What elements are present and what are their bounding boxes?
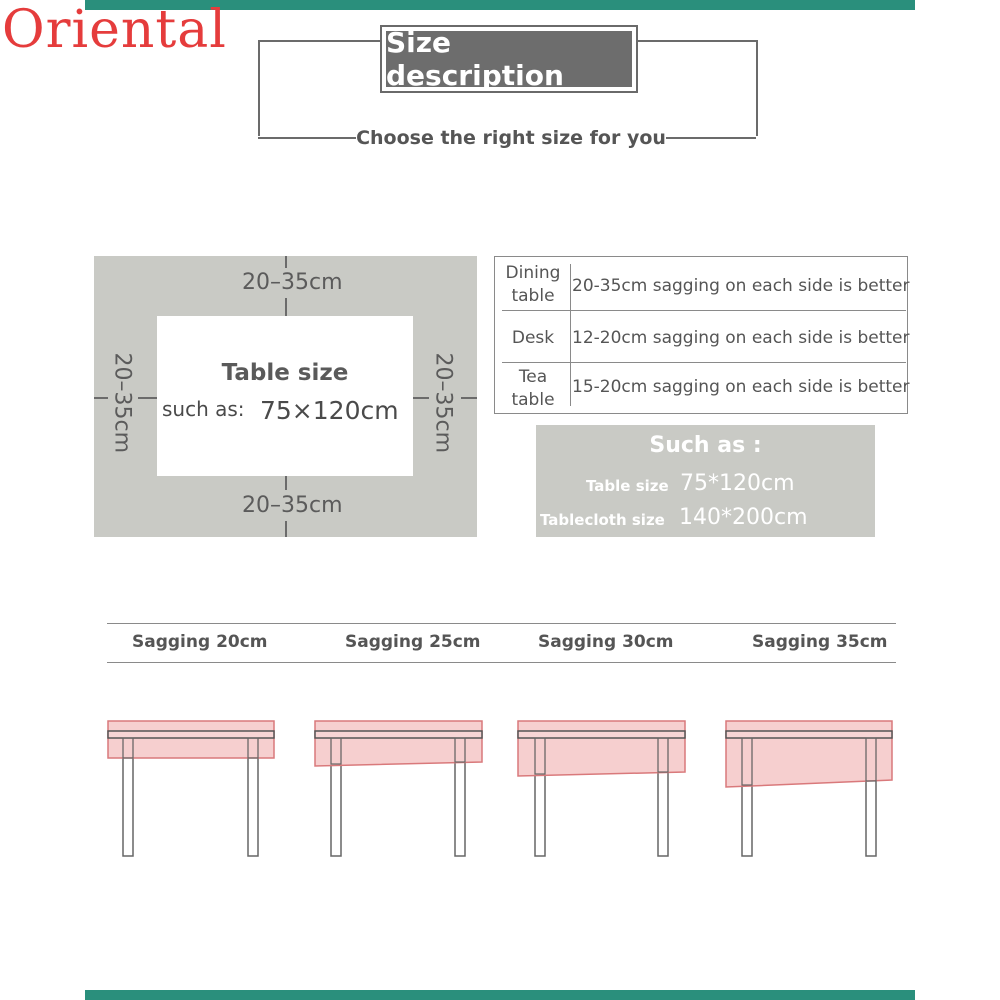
example-tablecloth-size-label: Tablecloth size [540,511,665,529]
table-illustration-30 [518,721,685,856]
guide-row-2-type-line1: Desk [511,328,555,348]
guide-row-2-text: 12-20cm sagging on each side is better [572,328,910,348]
top-sagging-dimension: 20–35cm [242,270,343,295]
brand-name: Oriental [2,0,227,60]
sagging-label-30: Sagging 30cm [538,632,674,652]
table-illustration-35 [726,721,892,856]
tablecloth-30 [518,721,685,776]
table-illustration-20 [108,721,274,856]
example-table-size-value: 75*120cm [680,471,795,496]
example-heading: Such as : [649,433,762,458]
right-sagging-dimension: 20–35cm [430,352,456,454]
sagging-label-35: Sagging 35cm [752,632,888,652]
example-tablecloth-size-value: 140*200cm [679,505,808,530]
left-sagging-dimension: 20–35cm [109,352,135,454]
guide-row-3-text: 15-20cm sagging on each side is better [572,377,910,397]
example-table-size-label: Table size [586,477,669,495]
such-as-label: such as: [162,397,245,421]
bottom-accent-bar [85,990,915,1000]
sagging-label-25: Sagging 25cm [345,632,481,652]
page-title: Size description [386,31,632,87]
sagging-label-20: Sagging 20cm [132,632,268,652]
tablecloth-25 [315,721,482,766]
guide-row-1-text: 20-35cm sagging on each side is better [572,276,910,296]
page-subtitle: Choose the right size for you [356,121,666,155]
guide-row-3-type-line2: table [511,390,555,410]
table-illustration-25 [315,721,482,856]
table-size-label: Table size [221,360,349,386]
guide-row-1-type-line1: Dining [505,263,561,283]
guide-row-3-type-line1: Tea [518,367,548,387]
bottom-sagging-dimension: 20–35cm [242,493,343,518]
guide-row-1-type-line2: table [511,286,555,306]
table-size-value: 75×120cm [260,396,399,425]
